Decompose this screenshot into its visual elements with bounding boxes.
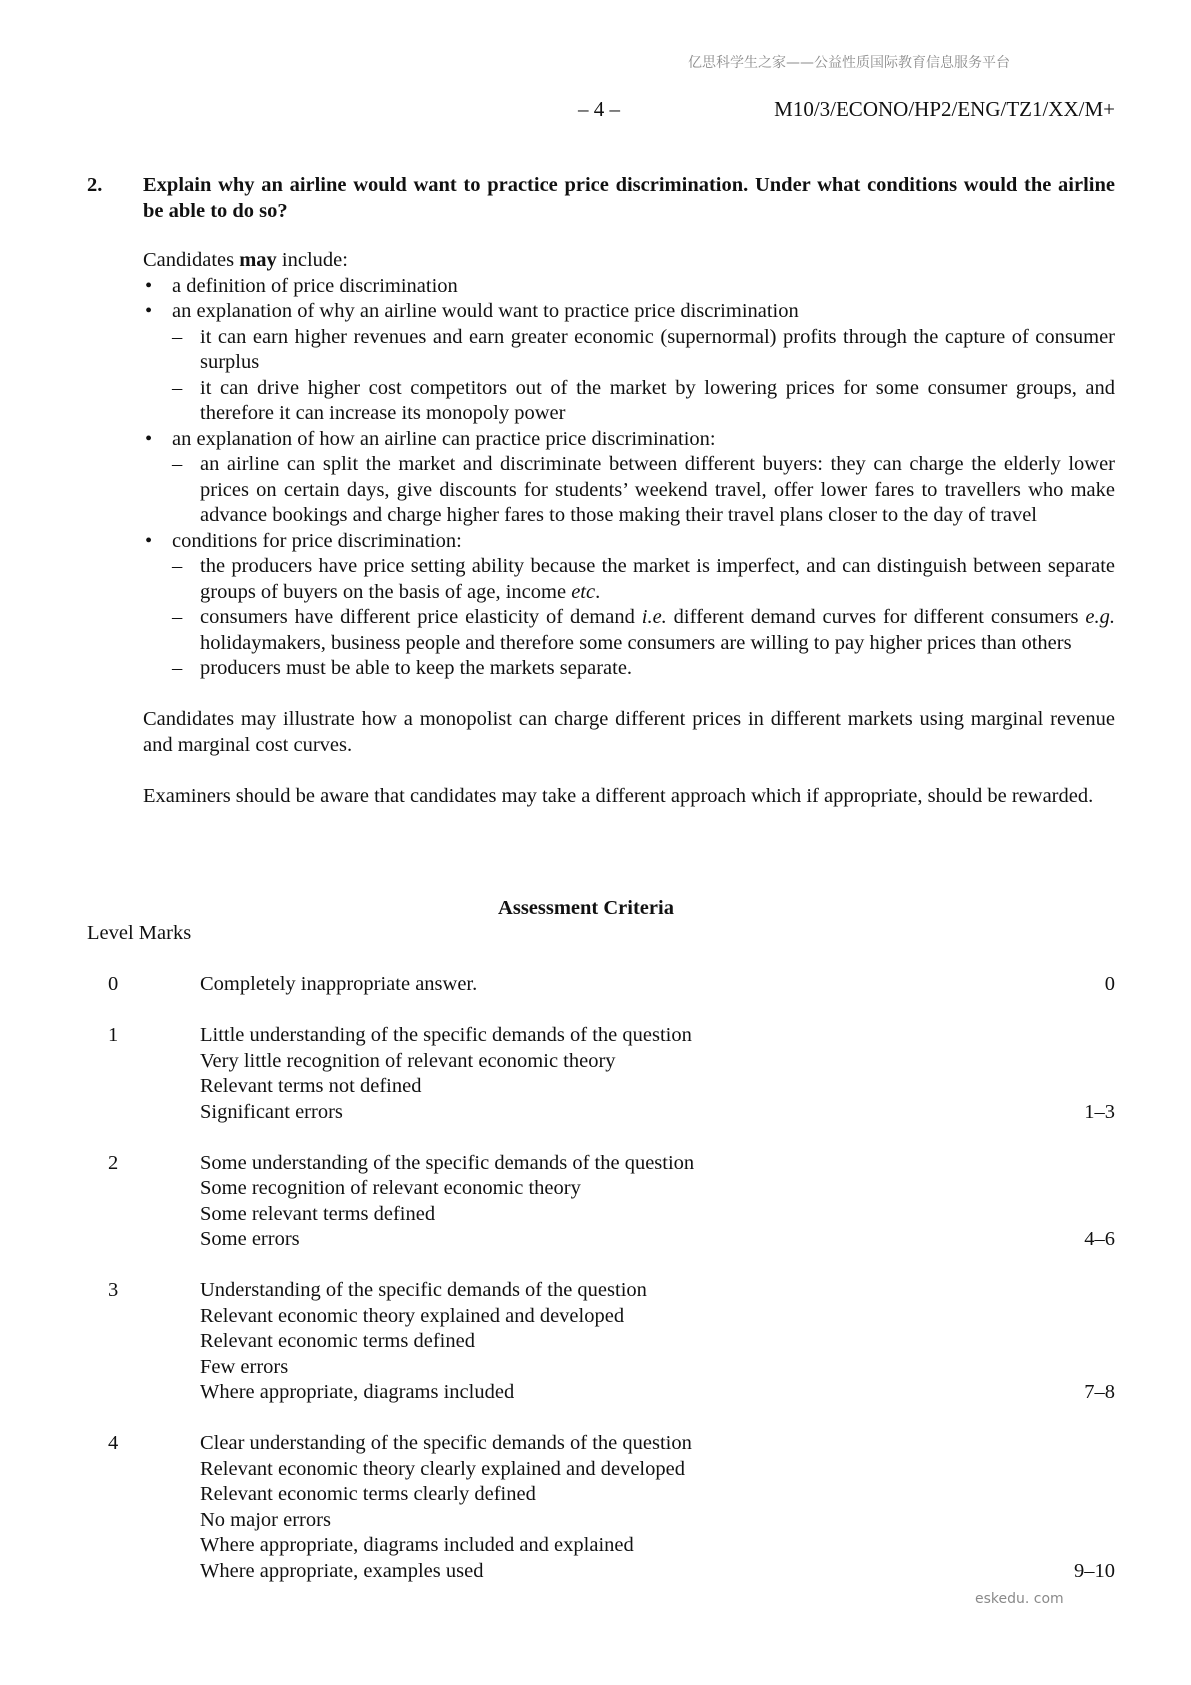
paper-code: M10/3/ECONO/HP2/ENG/TZ1/XX/M+ <box>774 97 1115 121</box>
dash-item: – the producers have price setting ability because the market is imperfect, and can distinguish between separate groups of buyers on the basis of age, income etc. <box>172 554 1115 605</box>
footer-watermark: eskedu. com <box>975 1591 1064 1607</box>
dash-item: – it can drive higher cost competitors out of the market by lowering prices for some consumer groups, and therefore it can increase its monopoly power <box>172 376 1115 427</box>
paragraph-diagrams: Candidates may illustrate how a monopolist can charge different prices in different markets using marginal revenue and marginal cost curves. <box>143 708 1115 756</box>
descriptor-line: Some understanding of the specific demands of the question <box>200 1151 695 1174</box>
bullet-list <box>143 274 1115 682</box>
level-number: 4 <box>108 1432 119 1454</box>
level-marks-header: Level Marks <box>87 922 192 944</box>
bullet-item: • a definition of price discrimination <box>143 274 1115 300</box>
paragraph-examiners: Examiners should be aware that candidates may take a different approach which if appropriate, should be rewarded. <box>143 784 1094 807</box>
level-number: 2 <box>108 1151 119 1174</box>
dash-item: – an airline can split the market and discriminate between different buyers: they can charge the elderly lower prices on certain days, give discounts for students’ weekend travel, offer lower fares to travellers who make advance bookings and charge higher fares to those making their travel plans closer to the day of travel <box>172 452 1115 529</box>
bullet-item: • an explanation of why an airline would want to practice price discrimination – it can earn higher revenues and earn greater economic (supernormal) profits through the capture of consumer surplus – it can drive higher cost competitors out of the market by lowering prices for some consumer groups, and therefore it can increase its monopoly power <box>143 299 1115 427</box>
dash-list <box>172 452 1115 529</box>
markscheme-body <box>143 248 1115 809</box>
descriptor-line: Relevant terms not defined <box>200 1075 422 1097</box>
level-descriptor <box>200 1023 692 1125</box>
level-number: 3 <box>108 1279 119 1301</box>
descriptor-line: Relevant economic theory explained and developed <box>200 1304 625 1327</box>
descriptor-line: Relevant economic theory clearly explained and developed <box>200 1457 685 1480</box>
bullet-item: • an explanation of how an airline can practice price discrimination: – an airline can split the market and discriminate between different buyers: they can charge the elderly lower prices on certain days, give discounts for students’ weekend travel, offer lower fares to travellers who make advance bookings and charge higher fares to those making their travel plans closer to the day of travel <box>143 427 1115 529</box>
level-marks: 1–3 <box>1084 1100 1115 1123</box>
level-descriptor <box>200 1151 694 1253</box>
bullet-item: • conditions for price discrimination: – the producers have price setting ability because the market is imperfect, and can distinguish between separate groups of buyers on the basis of age, income etc. – consumers have different price elasticity of demand i.e. different demand curves for different consumers e.g. holidaymakers, business people and therefore some consumers are willing to pay higher prices than others – producers must be able to keep the markets separate. <box>143 529 1115 682</box>
level-descriptor <box>200 1431 692 1584</box>
question-number: 2. <box>87 174 103 196</box>
intro-line: Candidates may include: <box>143 249 348 271</box>
level-descriptor <box>200 972 477 998</box>
level-marks: 7–8 <box>1084 1381 1115 1403</box>
descriptor-line: Very little recognition of relevant economic theory <box>200 1049 616 1072</box>
descriptor-line: Understanding of the specific demands of the question <box>200 1279 647 1301</box>
descriptor-line: Some relevant terms defined <box>200 1202 436 1225</box>
header-watermark: 亿思科学生之家——公益性质国际教育信息服务平台 <box>688 55 1010 71</box>
descriptor-line: No major errors <box>200 1508 331 1531</box>
dash-item: – producers must be able to keep the markets separate. <box>172 656 1115 682</box>
dash-item: – it can earn higher revenues and earn greater economic (supernormal) profits through the capture of consumer surplus <box>172 325 1115 376</box>
descriptor-line: Clear understanding of the specific demands of the question <box>200 1432 692 1454</box>
level-marks: 4–6 <box>1084 1228 1115 1250</box>
descriptor-line: Little understanding of the specific demands of the question <box>200 1024 692 1046</box>
descriptor-line: Where appropriate, diagrams included <box>200 1381 515 1403</box>
descriptor-line: Few errors <box>200 1355 289 1378</box>
descriptor-line: Completely inappropriate answer. <box>200 973 478 995</box>
level-descriptor <box>200 1278 647 1406</box>
level-marks: 9–10 <box>1074 1559 1115 1582</box>
dash-list <box>172 554 1115 682</box>
descriptor-line: Some recognition of relevant economic theory <box>200 1177 581 1199</box>
descriptor-line: Where appropriate, examples used <box>200 1559 484 1582</box>
level-marks: 0 <box>1104 973 1115 995</box>
descriptor-line: Relevant economic terms defined <box>200 1330 475 1352</box>
descriptor-line: Where appropriate, diagrams included and explained <box>200 1534 634 1556</box>
descriptor-line: Significant errors <box>200 1100 343 1123</box>
assessment-title: Assessment Criteria <box>498 897 674 919</box>
level-number: 1 <box>108 1024 119 1046</box>
dash-list <box>172 325 1115 427</box>
dash-item: – consumers have different price elasticity of demand i.e. different demand curves for different consumers e.g. holidaymakers, business people and therefore some consumers are willing to pay higher prices than others <box>172 605 1115 656</box>
descriptor-line: Relevant economic terms clearly defined <box>200 1483 536 1505</box>
descriptor-line: Some errors <box>200 1228 300 1250</box>
level-number: 0 <box>108 973 119 995</box>
page-number: – 4 – <box>578 97 620 121</box>
question-text: Explain why an airline would want to practice price discrimination. Under what conditions would the airline be able to do so? <box>143 174 1115 222</box>
